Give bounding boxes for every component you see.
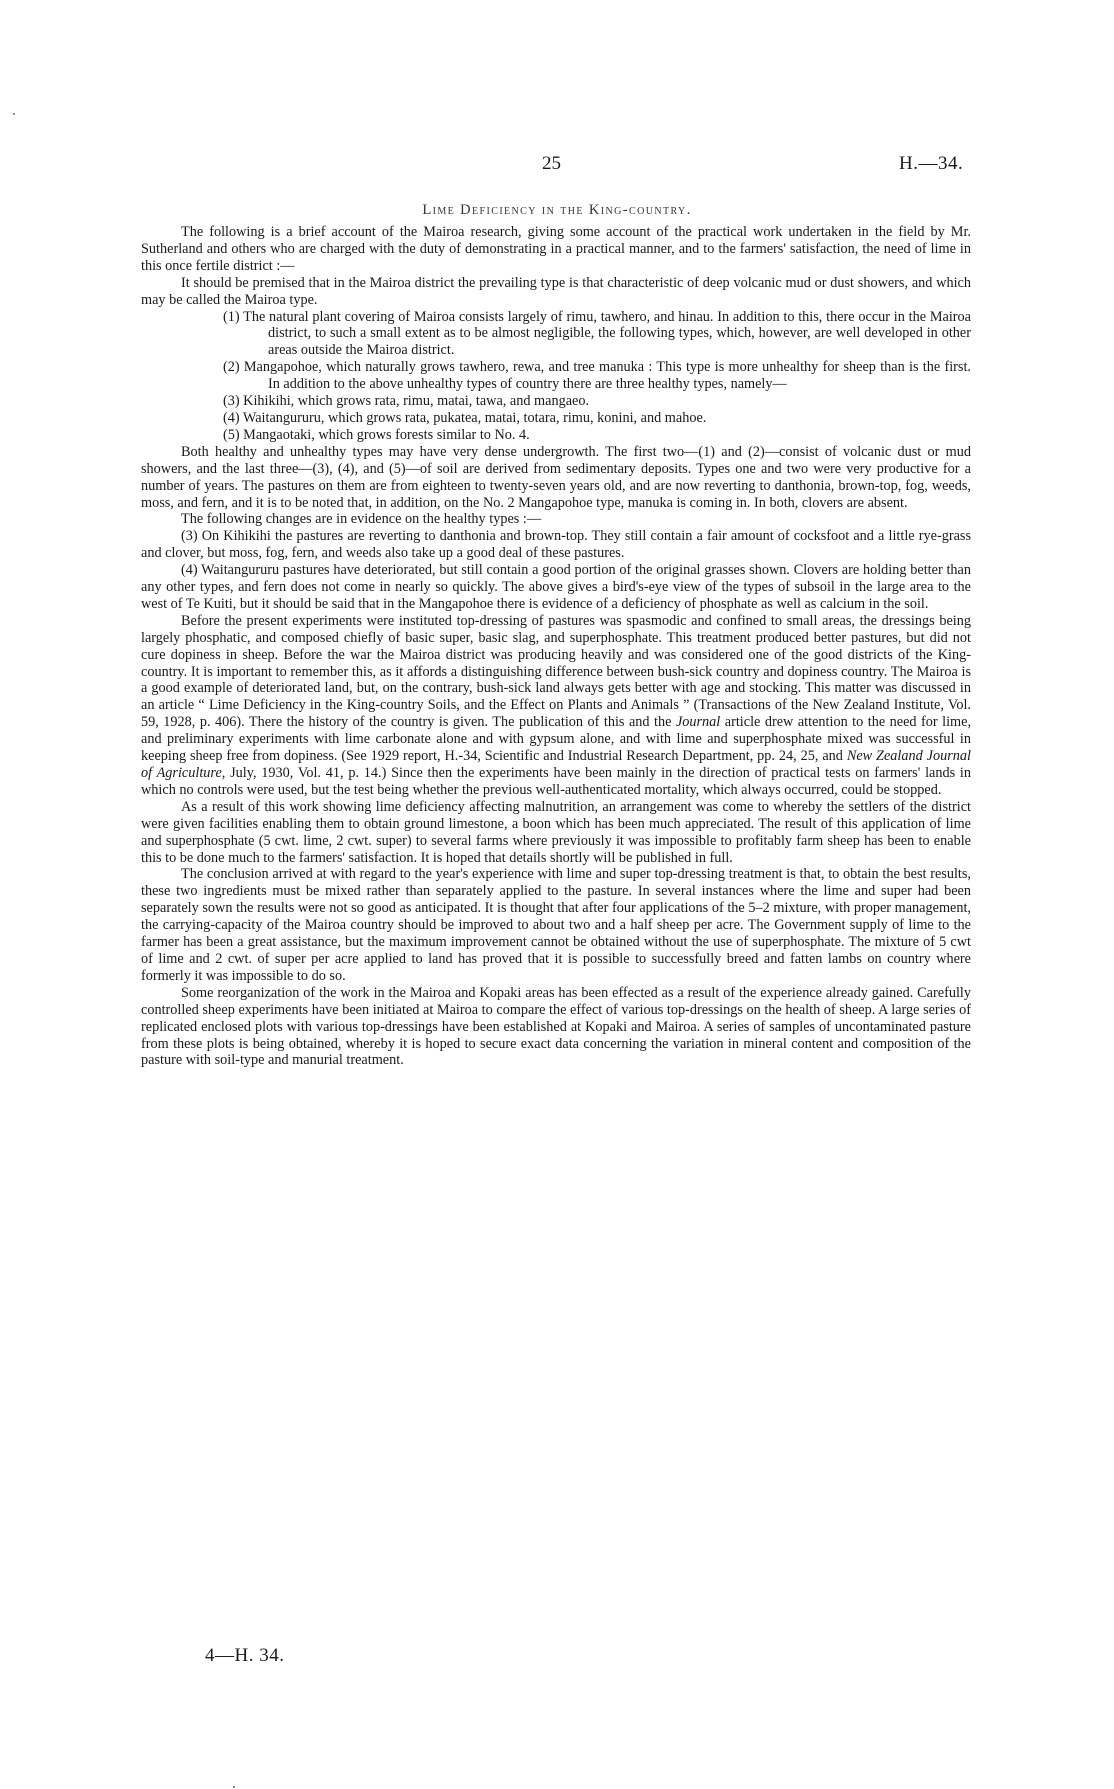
section-title: Lime Deficiency in the King-country.	[422, 202, 692, 218]
scan-speck	[233, 1786, 235, 1788]
paragraph: The following is a brief account of the Mairoa research, giving some account of the practical work undertaken in the field by Mr. Sutherland and others who are charged with the duty of demonstrating in a practical manner, and to the farmers' satisfaction, the need of lime in this once fertile district :—	[141, 224, 971, 274]
list-item: (3) Kihikihi, which grows rata, rimu, matai, tawa, and mangaeo.	[223, 393, 590, 410]
list-item: (4) Waitangururu, which grows rata, pukatea, matai, totara, rimu, konini, and mahoe.	[223, 409, 707, 426]
paragraph: The following changes are in evidence on the healthy types :—	[181, 511, 542, 528]
paragraph-with-citations	[141, 613, 971, 799]
italic-journal-title: Journal	[675, 714, 721, 731]
list-item: (5) Mangaotaki, which grows forests similar to No. 4.	[223, 426, 530, 443]
list-item: (2) Mangapohoe, which naturally grows tawhero, rewa, and tree manuka : This type is more unhealthy for sheep than is the first. In addition to the above unhealthy types of country there are three healthy types, namely—	[223, 359, 971, 393]
footer-reference: 4—H. 34.	[205, 1645, 285, 1666]
document-reference: H.—34.	[899, 153, 964, 174]
body-text	[141, 224, 971, 1069]
scan-speck	[13, 113, 15, 115]
paragraph: It should be premised that in the Mairoa district the prevailing type is that characteristic of deep volcanic mud or dust showers, and which may be called the Mairoa type.	[141, 274, 971, 308]
list-item: (1) The natural plant covering of Mairoa consists largely of rimu, tawhero, and hinau. In addition to this, there occur in the Mairoa district, to such a small extent as to be almost negligible, the following types, which, however, are well developed in other areas outside the Mairoa district.	[223, 308, 971, 359]
text-run: article drew attention to the need for lime, and preliminary experiments with lime carbonate alone and with gypsum alone, and with lime and superphosphate mixed was successful in keeping sheep free from dopiness. (See 1929 report, H.-34, Scientific and Industrial Research Department, pp. 24, 25, and	[141, 714, 972, 765]
page-number: 25	[542, 153, 561, 174]
italic-journal-title: New Zealand Journal of Agriculture,	[141, 748, 971, 781]
paragraph: (4) Waitangururu pastures have deteriorated, but still contain a good portion of the original grasses shown. Clovers are holding better than any other types, and fern does not come in nearly so quickly. The above gives a bird's-eye view of the types of subsoil in the large area to the west of Te Kuiti, but it should be said that in the Mangapohoe there is evidence of a deficiency of phosphate as well as calcium in the soil.	[141, 562, 971, 612]
paragraph: Both healthy and unhealthy types may have very dense undergrowth. The first two—(1) and (2)—consist of volcanic dust or mud showers, and the last three—(3), (4), and (5)—of soil are derived from sedimentary deposits. Types one and two were very productive for a number of years. The pastures on them are from eighteen to twenty-seven years old, and are now reverting to danthonia, brown-top, fog, weeds, moss, and fern, and it is to be noted that, in addition, on the No. 2 Mangapohoe type, manuka is coming in. In both, clovers are absent.	[141, 443, 971, 511]
paragraph: The conclusion arrived at with regard to the year's experience with lime and super top-dressing treatment is that, to obtain the best results, these two ingredients must be mixed rather than separately applied to the pasture. In several instances where the lime and super had been separately sown the results were not so good as anticipated. It is thought that after four applications of the 5–2 mixture, with proper management, the carrying-capacity of the Mairoa country should be improved to about two and a half sheep per acre. The Government supply of lime to the farmer has been a great assistance, but the maximum improvement cannot be obtained without the use of superphosphate. The mixture of 5 cwt of lime and 2 cwt. of super per acre applied to land has proved that it is possible to successfully breed and fatten lambs on country where formerly it was impossible to do so.	[141, 866, 971, 984]
page-header	[0, 153, 1114, 179]
paragraph: Some reorganization of the work in the Mairoa and Kopaki areas has been effected as a result of the experience already gained. Carefully controlled sheep experiments have been initiated at Mairoa to compare the effect of various top-dressings on the health of sheep. A large series of replicated enclosed plots with various top-dressings have been established at Kopaki and Mairoa. A series of samples of uncontaminated pasture from these plots is being obtained, whereby it is hoped to secure exact data concerning the variation in mineral content and composition of the pasture with soil-type and manurial treatment.	[141, 984, 971, 1069]
text-run: July, 1930, Vol. 41, p. 14.) Since then the experiments have been mainly in the direction of practical tests on farmers' lands in which no controls were used, but the test being whether the previous well-authenticated mortality, which always occurred, could be stopped.	[141, 765, 972, 798]
paragraph: As a result of this work showing lime deficiency affecting malnutrition, an arrangement was come to whereby the settlers of the district were given facilities enabling them to obtain ground limestone, a boon which has been much appreciated. The result of this application of lime and superphosphate (5 cwt. lime, 2 cwt. super) to several farms where previously it was impossible to profitably farm sheep has been to enable this to be done much to the farmers' satisfaction. It is hoped that details shortly will be published in full.	[141, 798, 971, 866]
paragraph: (3) On Kihikihi the pastures are reverting to danthonia and brown-top. They still contain a fair amount of cocksfoot and a little rye-grass and clover, but moss, fog, fern, and weeds also take up a good deal of these pastures.	[141, 528, 971, 562]
text-run: Before the present experiments were instituted top-dressing of pastures was spasmodic and confined to small areas, the dressings being largely phosphatic, and composed chiefly of basic super, basic slag, and superphosphate. This treatment produced better pastures, but did not cure dopiness in sheep. Before the war the Mairoa district was producing heavily and was considered one of the good districts of the King-country. It is important to remember this, as it affords a distinguishing difference between bush-sick country and dopiness country. The Mairoa is a good example of deteriorated land, but, on the contrary, bush-sick land always gets better with age and stocking. This matter was discussed in an article “ Lime Deficiency in the King-country Soils, and the Effect on Plants and Animals ” (Transactions of the New Zealand Institute, Vol. 59, 1928, p. 406). There the history of the country is given. The publication of this and the	[141, 612, 971, 731]
